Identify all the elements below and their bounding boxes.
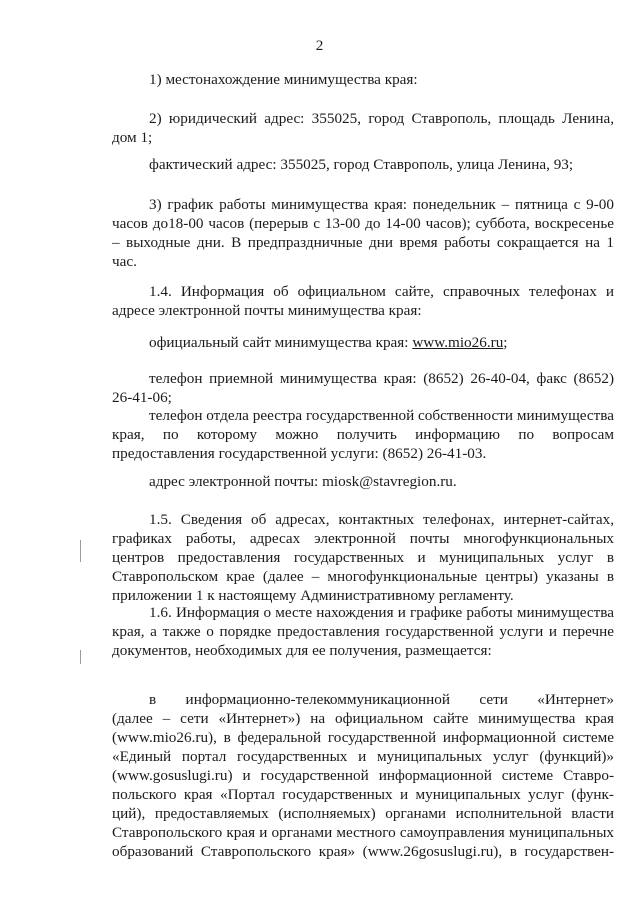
paragraph-mfc-info: 1.5. Сведения об адресах, контактных телефонах, интернет-сайтах, графиках работы, адресах электронной почты многофункциональных центров предоставления государственных и муниципальных услуг в Ставропольском крае (далее – многофункциональные центры) указаны в приложении 1 к настоящему Административному регламенту.: [112, 511, 614, 604]
paragraph-work-schedule: 3) график работы минимущества края: понедельник – пятница с 9-00 часов до18-00 часов (перерыв с 13-00 до 14-00 часов); суббота, воскресенье – выходные дни. В предпраздничные дни время работы сокращается на 1 час.: [112, 196, 614, 270]
text-line: ций), предоставляемых (исполняемых) органами исполнительной власти: [112, 805, 614, 822]
official-site-link[interactable]: www.mio26.ru: [412, 334, 504, 351]
text-line: в информационно-телекоммуникационной сети «Интернет»: [149, 691, 614, 708]
text-line: Ставропольского края и органами местного самоуправления муниципальных: [112, 824, 614, 841]
paragraph-internet-placement: [112, 690, 614, 861]
official-site-suffix: ;: [503, 334, 508, 351]
paragraph-actual-address: фактический адрес: 355025, город Ставрополь, улица Ленина, 93;: [149, 156, 574, 173]
paragraph-legal-address: 2) юридический адрес: 355025, город Ставрополь, площадь Ленина, дом 1;: [112, 110, 614, 146]
paragraph-location: 1) местонахождение минимущества края:: [149, 71, 418, 88]
paragraph-official-site: [112, 333, 614, 352]
text-line: польского края «Портал государственных и муниципальных услуг (функ-: [112, 786, 614, 803]
paragraph-info-placement: 1.6. Информация о месте нахождения и графике работы минимущества края, а также о порядке предоставления государственной услуги и перечне документов, необходимых для ее получения, размещается:: [112, 604, 614, 659]
page-number: 2: [315, 37, 324, 54]
text-line: (www.mio26.ru), в федеральной государственной информационной системе: [112, 729, 614, 746]
text-line: (www.gosuslugi.ru) и государственной информационной системе Ставро-: [112, 767, 614, 784]
official-site-label: официальный сайт минимущества края:: [149, 334, 413, 351]
text-line: (далее – сети «Интернет») на официальном сайте минимущества края: [112, 710, 614, 727]
margin-mark: [80, 540, 81, 562]
paragraph-email: адрес электронной почты: miosk@stavregion.ru.: [149, 473, 457, 490]
paragraph-registry-phone: телефон отдела реестра государственной собственности минимущества края, по которому можно получить информацию по вопросам предоставления государственной услуги: (8652) 26-41-03.: [112, 407, 614, 462]
margin-mark: [80, 650, 81, 664]
paragraph-reception-phone: телефон приемной минимущества края: (8652) 26-40-04, факс (8652) 26-41-06;: [112, 370, 614, 406]
paragraph-website-info: 1.4. Информация об официальном сайте, справочных телефонах и адресе электронной почты минимущества края:: [112, 283, 614, 319]
text-line: образований Ставропольского края» (www.26gosuslugi.ru), в государствен-: [112, 843, 614, 860]
text-line: «Единый портал государственных и муниципальных услуг (функций)»: [112, 748, 614, 765]
